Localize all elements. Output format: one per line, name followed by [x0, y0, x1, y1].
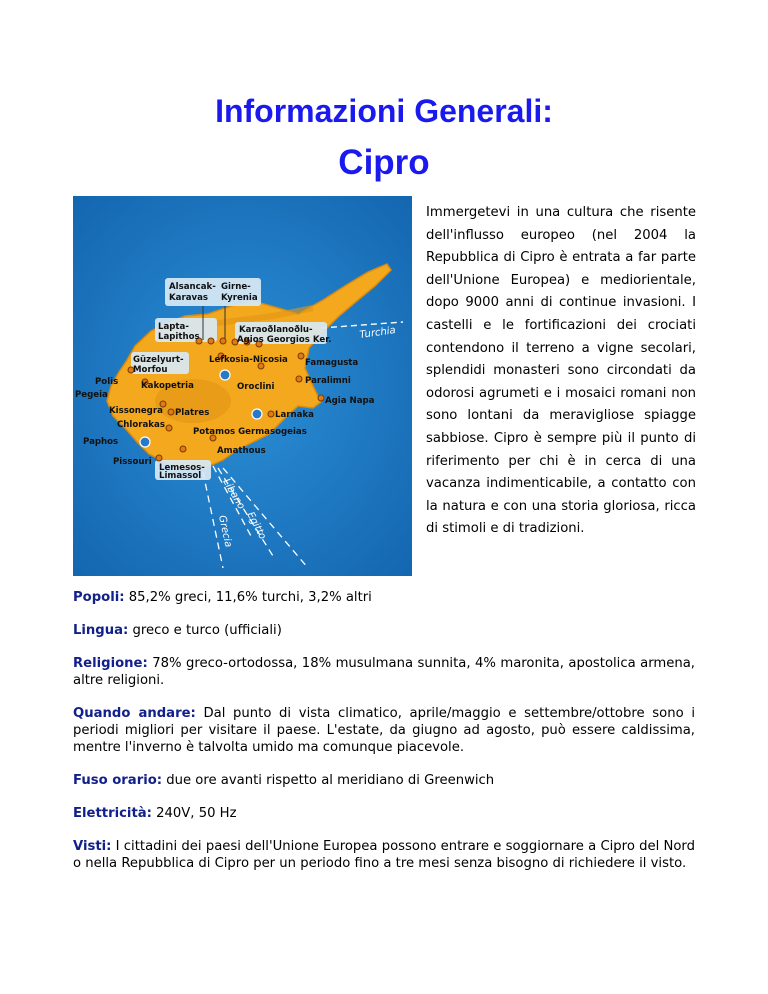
route-label-egitto: Egitto	[244, 510, 268, 542]
fact-text: Dal punto di vista climatico, aprile/maggio e settembre/ottobre sono i periodi migliori per visitare il paese. L'estate, da giugno ad agosto, può essere caldissima, mentre l'inverno è talvolta umido ma comunque piacevole.	[73, 706, 695, 755]
fact-lingua	[73, 622, 695, 639]
fact-label: Quando andare:	[73, 706, 196, 721]
fact-popoli	[73, 589, 695, 606]
town-pissouri: Pissouri	[113, 457, 152, 467]
fact-quando-andare	[73, 705, 695, 756]
town-girne: Girne-	[221, 282, 251, 292]
facts-list	[73, 589, 695, 888]
fact-fuso-orario	[73, 772, 695, 789]
fact-text: 240V, 50 Hz	[151, 806, 237, 821]
page-title: Informazioni Generali:	[215, 93, 553, 129]
fact-label: Lingua:	[73, 623, 129, 638]
town-paralimni: Paralimni	[305, 376, 351, 386]
route-label-turchia: Turchia	[358, 325, 397, 341]
town-platres: Platres	[175, 408, 210, 418]
town-amathous: Amathous	[217, 446, 266, 456]
fact-text: I cittadini dei paesi dell'Unione Europea possono entrare e soggiornare a Cipro del Nord o nella Repubblica di Cipro per un periodo fino a tre mesi senza bisogno di richiedere il visto.	[73, 839, 695, 871]
fact-label: Fuso orario:	[73, 773, 163, 788]
town-lefkosia: Lefkosia-Nicosia	[209, 355, 288, 365]
town-paphos: Paphos	[83, 437, 119, 447]
town-famagusta: Famagusta	[305, 358, 359, 368]
town-chlorakas: Chlorakas	[117, 420, 165, 430]
town-larnaka: Larnaka	[275, 410, 314, 420]
fact-label: Religione:	[73, 656, 148, 671]
intro-paragraph: Immergetevi in una cultura che risente dell'influsso europeo (nel 2004 la Repubblica di Cipro è entrata a far parte dell'Unione Europea) e mediorientale, dopo 9000 anni di continue invasioni. I castelli e le fortificazioni dei crociati contendono il terreno a vigne secolari, splendidi monasteri sono circondati da odorosi agrumeti e i mosaici romani non sono lontani da meravigliose spiagge sabbiose. Cipro è sempre più il punto di riferimento per chi è in cerca di una vacanza indimenticabile, a contatto con la natura e con una storia gloriosa, ricca di stimoli e di tradizioni.	[426, 205, 696, 537]
page-subtitle: Cipro	[338, 143, 430, 182]
town-kissonegra: Kissonegra	[109, 406, 163, 416]
fact-text: greco e turco (ufficiali)	[128, 623, 282, 638]
town-karaoglanoglu: Karaoðlanoðlu-	[239, 325, 313, 335]
town-guzelyurt: Güzelyurt-	[133, 355, 184, 365]
fact-label: Visti:	[73, 839, 112, 854]
town-polis: Polis	[95, 377, 119, 387]
town-morfou: Morfou	[133, 365, 168, 375]
town-kyrenia: Kyrenia	[221, 293, 258, 303]
fact-elettricita	[73, 805, 695, 822]
town-limassol: Limassol	[159, 471, 202, 481]
fact-text: 78% greco-ortodossa, 18% musulmana sunnita, 4% maronita, apostolica armena, altre religioni.	[73, 656, 695, 688]
town-pegeia: Pegeia	[75, 390, 108, 400]
town-lemesos: Lemesos-	[159, 463, 205, 473]
fact-religione	[73, 655, 695, 689]
fact-text: 85,2% greci, 11,6% turchi, 3,2% altri	[124, 590, 372, 605]
fact-label: Popoli:	[73, 590, 125, 605]
town-potamos: Potamos Germasogeias	[193, 427, 307, 437]
route-label-libano: Libano	[220, 477, 247, 512]
town-oroclini: Oroclini	[237, 382, 275, 392]
fact-visti	[73, 838, 695, 872]
town-alsancak: Alsancak-	[169, 282, 216, 292]
route-label-grecia: Grecia	[216, 514, 234, 549]
town-kakopetria: Kakopetria	[141, 381, 194, 391]
town-lapithos: Lapithos	[158, 332, 200, 342]
town-karavas: Karavas	[169, 293, 209, 303]
fact-text: due ore avanti rispetto al meridiano di Greenwich	[162, 773, 495, 788]
fact-label: Elettricità:	[73, 806, 152, 821]
cyprus-map	[73, 196, 412, 576]
town-lapta: Lapta-	[158, 322, 189, 332]
town-agios-georgios: Agios Georgios Ker.	[237, 335, 332, 345]
town-agia-napa: Agia Napa	[325, 396, 375, 406]
